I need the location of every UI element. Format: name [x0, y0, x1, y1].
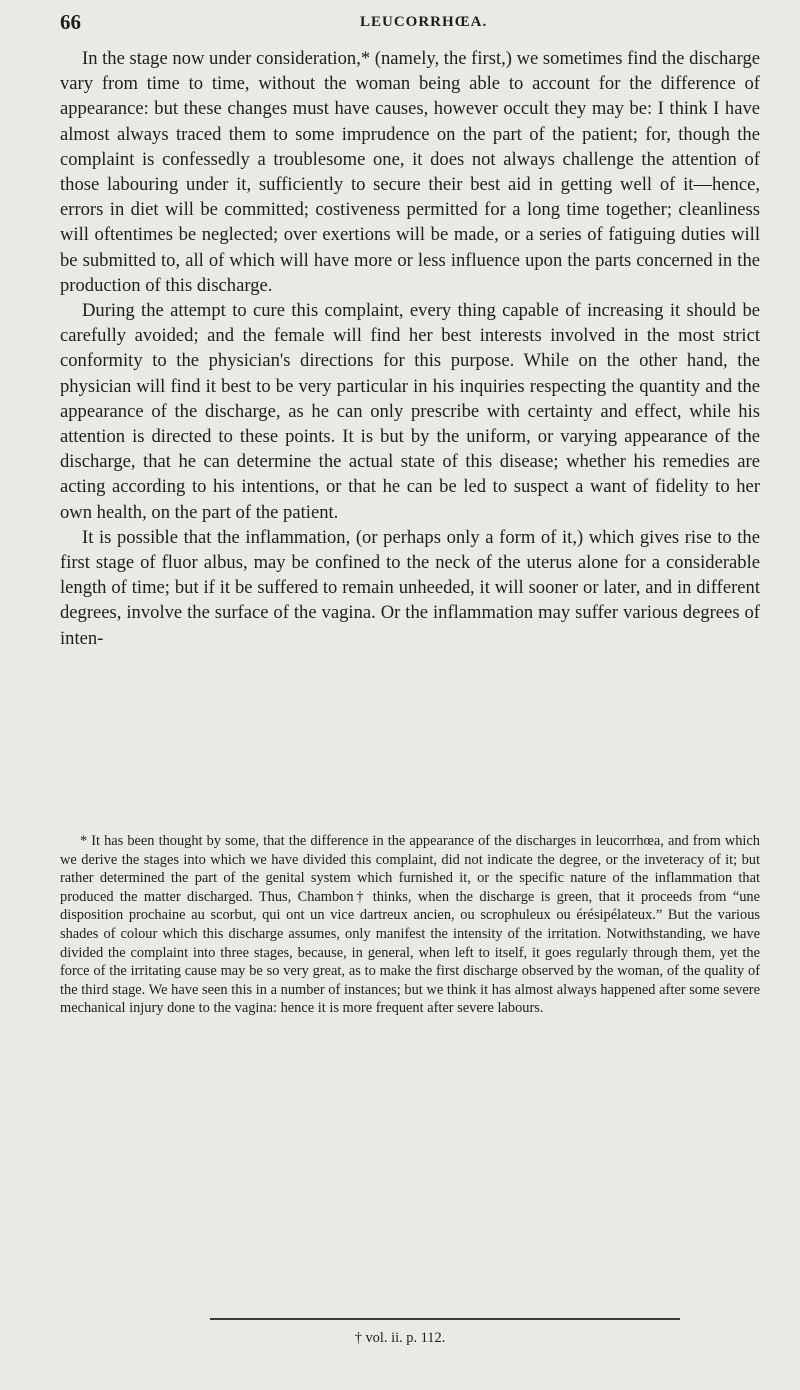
paragraph: In the stage now under consideration,* (namely, the first,) we sometimes find the discharge vary from time to time, without the woman being able to account for the difference of appearance: but these changes must have causes, however occult they may be: I think I have almost always traced them to some imprudence on the part of the patient; for, though the complaint is confessedly a troublesome one, it does not always challenge the attention of those labouring under it, sufficiently to secure their best aid in getting well of it—hence, errors in diet will be committed; costiveness permitted for a long time together; cleanliness will oftentimes be neglected; over exertions will be made, or a series of fatiguing duties will be submitted to, all of which will have more or less influence upon the parts concerned in the production of this discharge.: [60, 48, 760, 296]
page-number: 66: [60, 10, 81, 34]
paragraph: During the attempt to cure this complaint, every thing capable of increasing it should be carefully avoided; and the female will find her best interests involved in the most strict conformity to the physician's directions for this purpose. While on the other hand, the physician will find it best to be very particular in his inquiries respecting the quantity and the appearance of the discharge, as he can only prescribe with certainty and effect, while his attention is directed to these points. It is but by the uniform, or varying appearance of the discharge, that he can determine the actual state of this disease; whether his remedies are acting according to his intentions, or that he can be led to suspect a want of fidelity to her own health, on the part of the patient.: [60, 300, 760, 523]
footnote-divider: [210, 1318, 680, 1320]
body-text: [60, 46, 760, 651]
page-header: [60, 10, 750, 40]
footnotes: [60, 832, 760, 1020]
footnote: * It has been thought by some, that the difference in the appearance of the discharges in leucorrhœa, and from which we derive the stages into which we have divided this complaint, did not indicate the degree, or the inveteracy of it; but rather determined the part of the genital system which furnished it, or the specific nature of the inflammation that produced the matter discharged. Thus, Chambon† thinks, when the discharge is green, that it proceeds from “une disposition prochaine au scorbut, qui ont un vice dartreux ancien, ou scrophuleux ou érésipélateux.” But the various shades of colour which this discharge assumes, only manifest the intensity of the irritation. Notwithstanding, we have divided the complaint into three stages, because, in general, when left to itself, it goes regularly through them, yet the force of the irritating cause may be so very great, as to make the first discharge observed by the woman, of the quality of the third stage. We have seen this in a number of instances; but we think it has almost always happened after some severe mechanical injury done to the vagina: hence it is more frequent after severe labours.: [60, 833, 760, 1017]
running-head: LEUCORRHŒA.: [360, 14, 488, 30]
footnote-reference: † vol. ii. p. 112.: [354, 1330, 446, 1346]
paragraph: It is possible that the inflammation, (or perhaps only a form of it,) which gives rise to the first stage of fluor albus, may be confined to the neck of the uterus alone for a considerable length of time; but if it be suffered to remain unheeded, it will sooner or later, and in different degrees, involve the surface of the vagina. Or the inflammation may suffer various degrees of inten-: [60, 526, 760, 649]
